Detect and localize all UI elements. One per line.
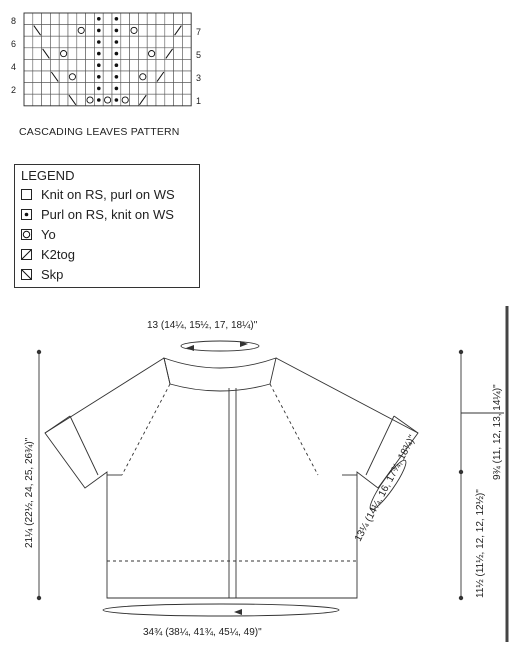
legend-label: Purl on RS, knit on WS <box>41 206 174 222</box>
k2tog-icon <box>21 249 32 260</box>
chart-cell <box>121 48 130 60</box>
chart-cell <box>182 83 191 95</box>
chart-cell <box>182 13 191 25</box>
hip-width-label: 34¾ (38¼, 41¾, 45¼, 49)" <box>143 627 262 638</box>
chart-cell <box>103 36 112 48</box>
purl-icon <box>115 75 119 79</box>
chart-cell <box>174 83 183 95</box>
chart-cell <box>24 48 33 60</box>
chart-cell <box>147 36 156 48</box>
chart-cell <box>59 94 68 106</box>
legend-label: Skp <box>41 266 64 282</box>
chart-cell <box>77 94 86 106</box>
chart-cell <box>156 25 165 37</box>
purl-icon <box>97 40 101 44</box>
chart-cell <box>42 13 51 25</box>
chart-cell <box>182 94 191 106</box>
purl-icon <box>97 98 101 102</box>
chart-cell <box>24 36 33 48</box>
legend-title: LEGEND <box>21 168 75 183</box>
chart-cell <box>130 83 139 95</box>
chart-cell <box>121 25 130 37</box>
chart-cell <box>42 71 51 83</box>
chart-cell <box>138 25 147 37</box>
chart-cell <box>68 83 77 95</box>
row-label-8: 8 <box>11 16 17 26</box>
legend-label: K2tog <box>41 246 75 262</box>
chart-cell <box>156 36 165 48</box>
legend-box <box>14 164 200 288</box>
purl-icon <box>115 63 119 67</box>
chart-cell <box>59 59 68 71</box>
chart-cell <box>130 59 139 71</box>
chart-cell <box>138 48 147 60</box>
chart-cell <box>77 13 86 25</box>
chart-cell <box>42 25 51 37</box>
chart-cell <box>42 83 51 95</box>
total-length-label: 21¼ (22½, 24, 25, 26¾)" <box>24 437 35 548</box>
chart-cell <box>33 59 42 71</box>
row-label-2: 2 <box>11 85 17 95</box>
chart-cell <box>182 59 191 71</box>
chart-cell <box>24 13 33 25</box>
chart-cell <box>68 59 77 71</box>
chart-cell <box>77 59 86 71</box>
chart-cell <box>147 13 156 25</box>
chart-cell <box>156 59 165 71</box>
chart-cell <box>130 71 139 83</box>
chart-cell <box>42 36 51 48</box>
chart-cell <box>165 36 174 48</box>
chart-cell <box>42 94 51 106</box>
purl-icon <box>115 52 119 56</box>
chart-cell <box>86 36 95 48</box>
chart-cell <box>77 48 86 60</box>
chart-cell <box>86 59 95 71</box>
chart-cell <box>165 71 174 83</box>
chart-cell <box>156 94 165 106</box>
chart-cell <box>86 13 95 25</box>
chart-cell <box>103 25 112 37</box>
chart-cell <box>174 94 183 106</box>
chart-cell <box>33 83 42 95</box>
chart-cell <box>147 25 156 37</box>
legend-item-yo <box>21 224 193 244</box>
chart-cell <box>174 36 183 48</box>
chart-cell <box>24 83 33 95</box>
chart-cell <box>156 48 165 60</box>
purl-icon <box>21 209 32 220</box>
chart-cell <box>68 36 77 48</box>
chart-cell <box>165 59 174 71</box>
chart-cell <box>68 25 77 37</box>
chart-cell <box>130 13 139 25</box>
chart-cell <box>103 83 112 95</box>
chart-cell <box>68 48 77 60</box>
chart-cell <box>50 48 59 60</box>
chart-cell <box>182 36 191 48</box>
purl-icon <box>97 29 101 33</box>
chart-cell <box>86 25 95 37</box>
chart-cell <box>50 83 59 95</box>
purl-icon <box>97 52 101 56</box>
chart-cell <box>50 59 59 71</box>
neck-width-label: 13 (14¼, 15½, 17, 18¼)" <box>147 320 258 331</box>
knit-icon <box>21 189 32 200</box>
stitch-chart <box>24 13 191 106</box>
chart-cell <box>33 48 42 60</box>
chart-cell <box>174 48 183 60</box>
legend-label: Yo <box>41 226 56 242</box>
chart-cell <box>24 59 33 71</box>
chart-cell <box>24 94 33 106</box>
chart-cell <box>156 83 165 95</box>
chart-cell <box>147 83 156 95</box>
chart-cell <box>50 13 59 25</box>
chart-cell <box>77 36 86 48</box>
chart-cell <box>103 48 112 60</box>
sleeve-length-label: 9¾ (11, 12, 13, 14¼)" <box>492 384 503 480</box>
chart-cell <box>147 94 156 106</box>
chart-cell <box>24 71 33 83</box>
row-label-7: 7 <box>196 27 202 37</box>
chart-cell <box>77 83 86 95</box>
chart-cell <box>182 48 191 60</box>
chart-cell <box>103 13 112 25</box>
chart-title: CASCADING LEAVES PATTERN <box>19 126 180 138</box>
chart-cell <box>50 94 59 106</box>
chart-cell <box>103 71 112 83</box>
purl-icon <box>115 17 119 21</box>
chart-cell <box>50 25 59 37</box>
purl-icon <box>115 87 119 91</box>
chart-cell <box>86 71 95 83</box>
chart-cell <box>165 25 174 37</box>
chart-cell <box>59 83 68 95</box>
legend-item-knit <box>21 184 193 204</box>
chart-cell <box>138 59 147 71</box>
chart-cell <box>86 48 95 60</box>
row-label-5: 5 <box>196 50 202 60</box>
legend-item-skp <box>21 264 193 284</box>
purl-icon <box>97 63 101 67</box>
row-label-3: 3 <box>196 73 202 83</box>
chart-cell <box>121 59 130 71</box>
chart-cell <box>59 13 68 25</box>
chart-cell <box>165 13 174 25</box>
chart-cell <box>103 59 112 71</box>
purl-icon <box>115 98 119 102</box>
chart-cell <box>165 94 174 106</box>
chart-cell <box>174 13 183 25</box>
chart-cell <box>59 71 68 83</box>
chart-cell <box>59 25 68 37</box>
chart-cell <box>68 13 77 25</box>
chart-cell <box>24 25 33 37</box>
chart-cell <box>147 59 156 71</box>
purl-icon <box>97 17 101 21</box>
chart-cell <box>33 94 42 106</box>
row-label-1: 1 <box>196 96 202 106</box>
chart-cell <box>33 71 42 83</box>
chart-cell <box>59 36 68 48</box>
chart-cell <box>174 59 183 71</box>
chart-cell <box>130 36 139 48</box>
chart-cell <box>33 36 42 48</box>
garment-schematic <box>39 341 504 616</box>
chart-cell <box>121 83 130 95</box>
chart-cell <box>50 36 59 48</box>
chart-cell <box>121 36 130 48</box>
purl-icon <box>115 40 119 44</box>
chart-cell <box>33 13 42 25</box>
chart-cell <box>121 13 130 25</box>
purl-icon <box>97 75 101 79</box>
upper-arm-label: 13¼ (14¼, 16, 17¾, 18¾)" <box>352 433 419 544</box>
chart-cell <box>130 94 139 106</box>
chart-cell <box>165 83 174 95</box>
chart-cell <box>156 13 165 25</box>
purl-icon <box>115 29 119 33</box>
legend-item-k2tog <box>21 244 193 264</box>
row-label-4: 4 <box>11 62 17 72</box>
chart-cell <box>121 71 130 83</box>
legend-label: Knit on RS, purl on WS <box>41 186 175 202</box>
yo-icon <box>21 229 32 240</box>
purl-icon <box>97 87 101 91</box>
chart-cell <box>182 25 191 37</box>
chart-cell <box>130 48 139 60</box>
chart-cell <box>77 71 86 83</box>
row-label-6: 6 <box>11 39 17 49</box>
lower-length-label: 11½ (11½, 12, 12, 12½)" <box>475 489 486 598</box>
chart-cell <box>138 13 147 25</box>
chart-cell <box>138 83 147 95</box>
chart-cell <box>138 36 147 48</box>
legend-item-purl <box>21 204 193 224</box>
chart-cell <box>147 71 156 83</box>
chart-cell <box>42 59 51 71</box>
skp-icon <box>21 269 32 280</box>
chart-cell <box>182 71 191 83</box>
chart-cell <box>174 71 183 83</box>
chart-cell <box>86 83 95 95</box>
